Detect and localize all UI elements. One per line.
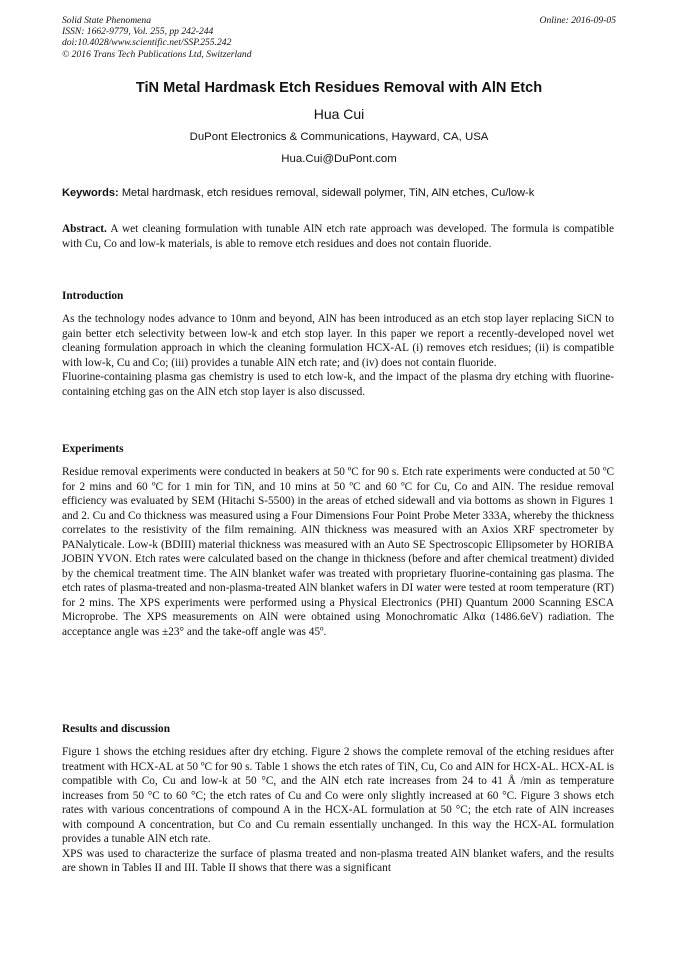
results-paragraph-2: XPS was used to characterize the surface of plasma treated and non-plasma treated AlN blanket wafers, and the results are shown in Tables II and III. Table II shows that there was a significant (62, 847, 614, 875)
journal-header (62, 15, 252, 60)
introduction-heading: Introduction (62, 290, 124, 302)
journal-copyright: © 2016 Trans Tech Publications Ltd, Switzerland (62, 48, 252, 60)
author-affiliation: DuPont Electronics & Communications, Hayward, CA, USA (189, 131, 489, 143)
keywords-label: Keywords: (62, 187, 119, 199)
journal-name: Solid State Phenomena (62, 15, 151, 26)
results-heading: Results and discussion (62, 723, 170, 735)
author-email: Hua.Cui@DuPont.com (281, 153, 397, 165)
results-paragraph-1: Figure 1 shows the etching residues after dry etching. Figure 2 shows the complete removal of the etching residues after treatment with HCX-AL at 50 ºC for 90 s. Table 1 shows the etch rates of TiN, Cu, Co and AlN for HCX-AL. HCX-AL is compatible with Co, Cu and low-k at 50 °C, and the AlN etch rate increases from 24 to 41 Å /min as temperature increases from 50 °C to 60 °C; the etch rates of Cu and Co were only slightly increased at 60 °C. Figure 3 shows etch rates with various concentrations of compound A in the HCX-AL formulation at 50 °C; the etch rate of AlN increases with compound A concentration, but Co and Cu remain essentially unchanged. In this way the HCX-AL formulation provides a tunable AlN etch rate. (62, 746, 614, 846)
introduction-paragraph-2: Fluorine-containing plasma gas chemistry is used to etch low-k, and the impact of the plasma dry etching with fluorine-containing etching gas on the AlN etch stop layer is also discussed. (62, 371, 614, 398)
abstract-text: A wet cleaning formulation with tunable AlN etch rate approach was developed. The formula is compatible with Cu, Co and low-k materials, is able to remove etch residues and does not contain fluoride. (62, 223, 615, 250)
experiments-body (62, 465, 614, 640)
keywords-text: Metal hardmask, etch residues removal, sidewall polymer, TiN, AlN etches, Cu/low-k (121, 187, 535, 199)
results-body (62, 745, 614, 876)
introduction-body (62, 312, 614, 399)
paper-author: Hua Cui (313, 106, 365, 122)
journal-issn: ISSN: 1662-9779, Vol. 255, pp 242-244 (62, 26, 214, 38)
paper-title: TiN Metal Hardmask Etch Residues Removal with AlN Etch (135, 80, 543, 96)
abstract (62, 222, 614, 251)
keywords (62, 187, 616, 199)
introduction-paragraph-1: As the technology nodes advance to 10nm and beyond, AlN has been introduced as an etch stop layer replacing SiCN to gain better etch selectivity between low-k and etch stop layer. In this paper we report a recently-developed novel wet cleaning formulation approach in which the cleaning formulation HCX-AL (i) removes etch residues; (ii) is compatible with low-k, Cu and Co; (iii) provides a tunable AlN etch rate; and (iv) does not contain fluoride. (62, 313, 614, 369)
online-date: Online: 2016-09-05 (539, 15, 616, 26)
journal-doi: doi:10.4028/www.scientific.net/SSP.255.242 (62, 37, 232, 49)
experiments-heading: Experiments (62, 443, 124, 455)
abstract-label: Abstract. (62, 223, 107, 235)
experiments-paragraph-1: Residue removal experiments were conducted in beakers at 50 ºC for 90 s. Etch rate experiments were conducted at 50 ºC for 2 mins and 60 ºC for 1 min for TiN, and 10 mins at 50 ºC and 60 ºC for Cu, Co and AlN. The residue removal efficiency was evaluated by SEM (Hitachi S-5500) in the areas of etched sidewall and via bottoms as shown in Figures 1 and 2. Cu and Co thickness was measured using a Four Dimensions Four Point Probe Meter 333A, whereby the thickness correlates to the resistivity of the film remaining. AlN thickness was measured with an Axios XRF spectrometer by PANalyticale. Low-k (BDIII) material thickness was measured with an Auto SE Spectroscopic Ellipsometer by HORIBA JOBIN YVON. Etch rates were calculated based on the change in thickness (before and after chemical treatment) divided by the chemical treatment time. The AlN blanket wafer was treated with proprietary fluorine-containing gas plasma. The etch rates of plasma-treated and non-plasma-treated AlN blanket wafers in DI water were tested at room temperature (RT) for 2 mins. The XPS experiments were performed using a Physical Electronics (PHI) Quantum 2000 Scanning ESCA Microprobe. The XPS measurements on AlN were obtained using Monochromatic Alkα (1486.6eV) radiation. The acceptance angle was ±23° and the take-off angle was 45º. (62, 466, 614, 639)
